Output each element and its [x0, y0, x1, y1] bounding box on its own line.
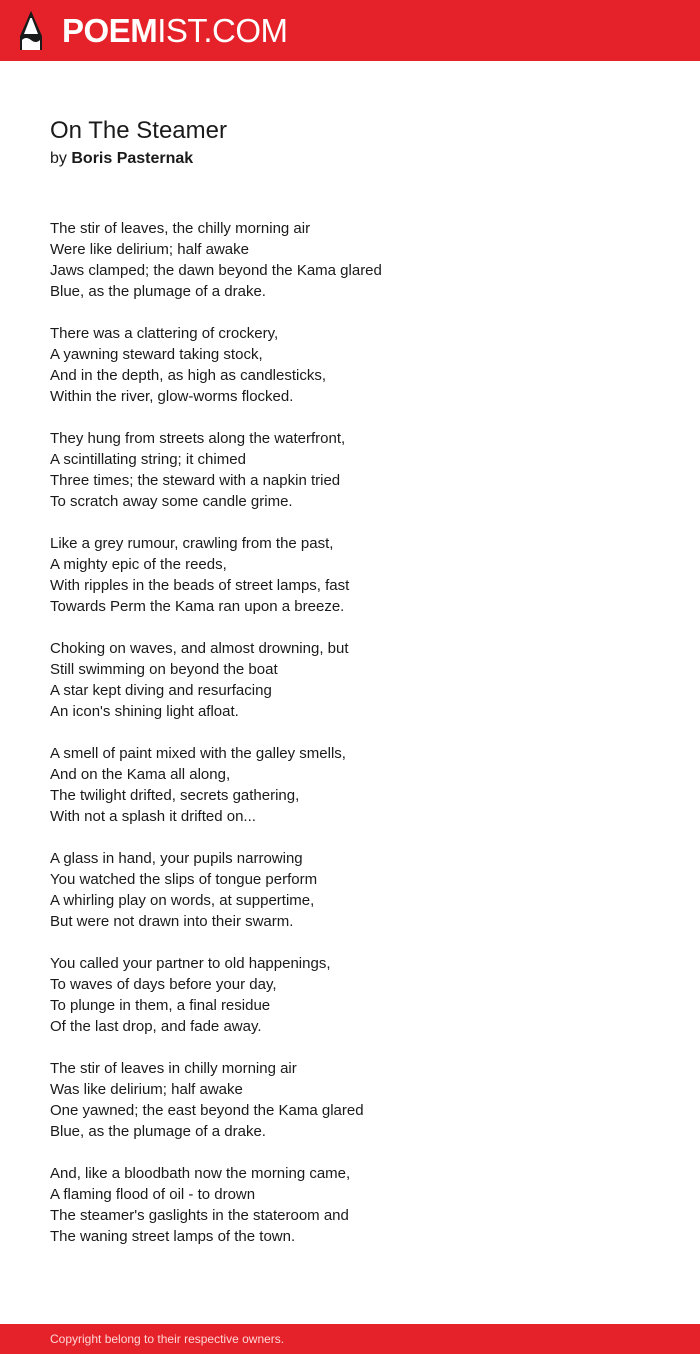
- pen-nib-icon[interactable]: [18, 10, 44, 57]
- poem-line: There was a clattering of crockery,: [50, 325, 279, 342]
- poem-line: Towards Perm the Kama ran upon a breeze.: [50, 598, 345, 615]
- site-header: [0, 0, 700, 61]
- poem-line: And in the depth, as high as candlesticks,: [50, 367, 327, 384]
- poem-line: Was like delirium; half awake: [50, 1081, 243, 1098]
- poem-line: Like a grey rumour, crawling from the past,: [50, 535, 334, 552]
- poem-line: With ripples in the beads of street lamps, fast: [50, 577, 350, 594]
- poem-line: You watched the slips of tongue perform: [50, 871, 318, 888]
- poem-line: To waves of days before your day,: [50, 976, 277, 993]
- stanza: [50, 848, 650, 932]
- stanza: [50, 1163, 650, 1247]
- poem-line: The stir of leaves in chilly morning air: [50, 1060, 297, 1077]
- poem-line: To scratch away some candle grime.: [50, 493, 293, 510]
- poem-line: Within the river, glow-worms flocked.: [50, 388, 294, 405]
- stanza: [50, 953, 650, 1037]
- by-prefix: by: [50, 150, 67, 167]
- poem-line: Of the last drop, and fade away.: [50, 1018, 262, 1035]
- stanza: [50, 638, 650, 722]
- poem-title: On The Steamer: [50, 117, 227, 144]
- poem-line: A smell of paint mixed with the galley smells,: [50, 745, 346, 762]
- stanza: [50, 743, 650, 827]
- poem-line: Choking on waves, and almost drowning, but: [50, 640, 349, 657]
- brand-light: IST.COM: [157, 12, 288, 49]
- site-footer: [0, 1324, 700, 1354]
- poem-line: A scintillating string; it chimed: [50, 451, 246, 468]
- poem-line: Jaws clamped; the dawn beyond the Kama glared: [50, 262, 382, 279]
- poem-line: A flaming flood of oil - to drown: [50, 1186, 256, 1203]
- poem-line: Were like delirium; half awake: [50, 241, 249, 258]
- stanza: [50, 533, 650, 617]
- poem-line: With not a splash it drifted on...: [50, 808, 256, 825]
- brand-bold: POEM: [62, 12, 158, 49]
- poem-line: The twilight drifted, secrets gathering,: [50, 787, 300, 804]
- poem-line: Three times; the steward with a napkin tried: [50, 472, 341, 489]
- site-logo-link[interactable]: [62, 12, 288, 50]
- copyright-notice: Copyright belong to their respective owners.: [50, 1332, 285, 1346]
- poem-line: One yawned; the east beyond the Kama glared: [50, 1102, 364, 1119]
- stanza: [50, 428, 650, 512]
- poem-line: Still swimming on beyond the boat: [50, 661, 278, 678]
- stanza: [50, 1058, 650, 1142]
- stanza: [50, 218, 650, 302]
- poem-line: An icon's shining light afloat.: [50, 703, 239, 720]
- poem-line: And, like a bloodbath now the morning came,: [50, 1165, 351, 1182]
- byline: [50, 148, 193, 170]
- poem-line: The stir of leaves, the chilly morning air: [50, 220, 311, 237]
- poem-body: [50, 218, 650, 1268]
- poem-line: The waning street lamps of the town.: [50, 1228, 296, 1245]
- poem-line: They hung from streets along the waterfront,: [50, 430, 346, 447]
- poem-line: You called your partner to old happenings,: [50, 955, 331, 972]
- poem-line: A star kept diving and resurfacing: [50, 682, 272, 699]
- poem-line: Blue, as the plumage of a drake.: [50, 283, 266, 300]
- poem-line: And on the Kama all along,: [50, 766, 231, 783]
- poem-line: Blue, as the plumage of a drake.: [50, 1123, 266, 1140]
- poem-line: A glass in hand, your pupils narrowing: [50, 850, 303, 867]
- poem-line: To plunge in them, a final residue: [50, 997, 271, 1014]
- author-name: Boris Pasternak: [71, 150, 194, 167]
- poem-line: But were not drawn into their swarm.: [50, 913, 294, 930]
- stanza: [50, 323, 650, 407]
- poem-line: A yawning steward taking stock,: [50, 346, 263, 363]
- poem-line: A mighty epic of the reeds,: [50, 556, 227, 573]
- poem-line: A whirling play on words, at suppertime,: [50, 892, 315, 909]
- poem-line: The steamer's gaslights in the stateroom and: [50, 1207, 349, 1224]
